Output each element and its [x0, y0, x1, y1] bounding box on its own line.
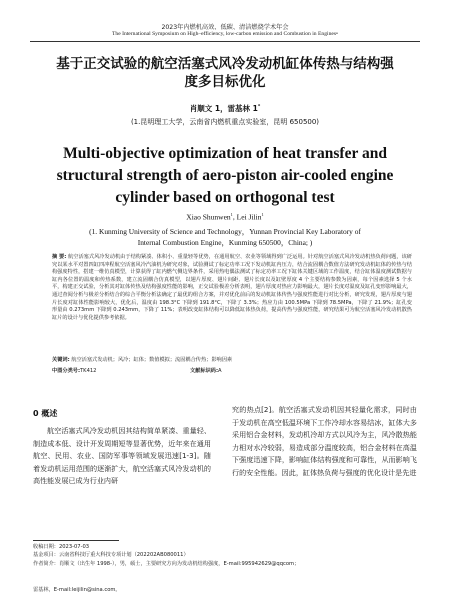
corresponding-mark: * [257, 104, 261, 110]
doccode-value: A [218, 368, 222, 374]
section-heading-overview: 0 概述 [33, 409, 58, 418]
title-en-line3: cylinder based on orthogonal test [115, 189, 335, 206]
footnote-rule [33, 540, 119, 541]
affiliation-en-line1: (1. Kunming University of Science and Technology，Yunnan Provincial Key Laboratory of [89, 227, 361, 236]
abstract-text: 航空活塞式风冷发动机由于结构紧凑、体积小、重量轻等优势，在通用航空、农业等领域得到广泛运用。针对航空活塞式风冷发动机热负荷问题，该研究以某水平对置四缸四冲程航空活塞风冷汽油机为研究对象，试验测试了标定功率工况下发动机缸内压力，结合流固耦合数值方法研究发动机缸体的传热与结构强度特性，搭建一维仿真模型，计算获得了缸内燃气侧边界条件，采用热电偶法测试了标定功率工况下缸体关键区域的工作温度，结合缸体温度测试数据与缸内各位置的温度和传热系数，建立流固耦合仿真模型，以翅片厚度、翅片间距、翅片长度以及缸壁厚度 4 个主要结构参数为因素，每个因素选择 5 个水平，构建正交试验，分析其对缸体传热及结构强度性能的影响，正交试验极差分析表明，翅片厚度对热应力影响最大，翅片长度对温度及缸孔变形影响最大，通过查阅分析与极差分析结合的综合平衡分析法确定了最优的组合方案，并对优化前后的发动机缸体传热与强度性能进行对比分析，研究发现，翅片厚度与翅片长度对缸体性能影响较大，优化后，温度由 198.3°C 下降到 191.8°C，下降了 3.3%；热应力由 100.5MPa 下降到 78.5MPa，下降了 21.9%；缸孔变形量由 0.273mm 下降到 0.243mm，下降了 11%；表明改变缸体结构可以降低缸体热负荷，提高传热与强度性能，研究结果可为航空活塞风冷发动机散热缸片的设计与优化提供参考依据。 [52, 254, 412, 321]
footnote [33, 543, 423, 568]
title-en-line1: Multi-objective optimization of heat transfer and [63, 145, 387, 162]
title-cn [0, 55, 450, 91]
conference-header-en: The International Symposium on High–efficiency, low-carbon emission and Combustion in Engines• [112, 31, 338, 37]
affiliation-cn: (1.昆明理工大学，云南省内燃机重点实验室，昆明 650500) [130, 118, 320, 126]
footnote-received: 收稿日期：2023-07-03 [33, 544, 90, 550]
doccode-label: 文献标识码: [190, 368, 219, 374]
author-cn-2: ，雷基林 1 [220, 104, 258, 113]
document-code [190, 367, 222, 374]
keywords-label: 关键词: [52, 357, 70, 363]
affiliation-en-line2: Internal Combustion Engine，Kunming 650500，China; ) [137, 238, 313, 247]
corresponding-contact: 雷基林，E-mail:leijilin@sina.com。 [33, 587, 121, 593]
keywords [52, 357, 412, 365]
footnote-funding: 基金项目：云南省科技厅重大科技专项计划（202202AB080011） [33, 552, 189, 559]
clc-number [52, 367, 97, 374]
header-rule [30, 41, 420, 42]
authors-en [0, 212, 450, 222]
intro-right-column: 究的热点[2]。航空活塞式发动机因其轻量化需求，同时由于发动机在高空低温环境下工作冷却水容易结冰，缸体大多采用铝合金材料，发动机冷却方式以风冷为主，风冷散热能力相对水冷较弱，易造成部分温度较高，铝合金材料在高温下强度迅速下降，影响缸体结构强度和可靠性，从而影响飞行的安全性能。因此，缸体热负荷与强度的优化设计是先进 [232, 405, 417, 477]
clc-value: TK412 [80, 368, 97, 374]
title-en [0, 143, 450, 209]
intro-left-column: 航空活塞式风冷发动机因其结构简单紧凑、重量轻、制造成本低、设计开发周期短等显著优势，近年来在通用航空、民用、农业、国防军事等领域发展迅速[1-3]。随着发动机运用范围的逐渐扩大，航空活塞式风冷发动机的高性能发展已成为行业内研 [33, 426, 211, 486]
title-cn-line1: 基于正交试验的航空活塞式风冷发动机缸体传热与结构强 [56, 56, 394, 72]
author-cn-1: 肖顺文 1 [189, 104, 221, 113]
footnote-author-bio: 作者简介：肖顺文（出生年 1998-），男，硕士，主要研究方向为发动机结构强度，E-mail:995942629@qqcom； [33, 560, 300, 567]
abstract-label: 摘 要: [52, 254, 67, 260]
author-en-2-sup: 1 [261, 212, 264, 217]
abstract [52, 254, 412, 322]
affiliation-en [0, 226, 450, 248]
authors-cn [0, 103, 450, 114]
clc-label: 中图分类号: [52, 368, 81, 374]
conference-header-cn: 2023年内燃机高效、低碳、清洁燃烧学术年会 [161, 24, 289, 31]
keywords-text: 航空活塞式发动机；风冷；缸体；数值模拟；流固耦合传热；影响因素 [71, 357, 233, 363]
author-en-2: , Lei Jilin [232, 212, 262, 222]
author-en-1-sup: 1 [230, 212, 233, 217]
title-cn-line2: 度多目标优化 [184, 74, 266, 90]
author-en-1: Xiao Shunwen [186, 212, 231, 222]
title-en-line2: structural strength of aero-piston air-cooled engine [56, 167, 394, 184]
